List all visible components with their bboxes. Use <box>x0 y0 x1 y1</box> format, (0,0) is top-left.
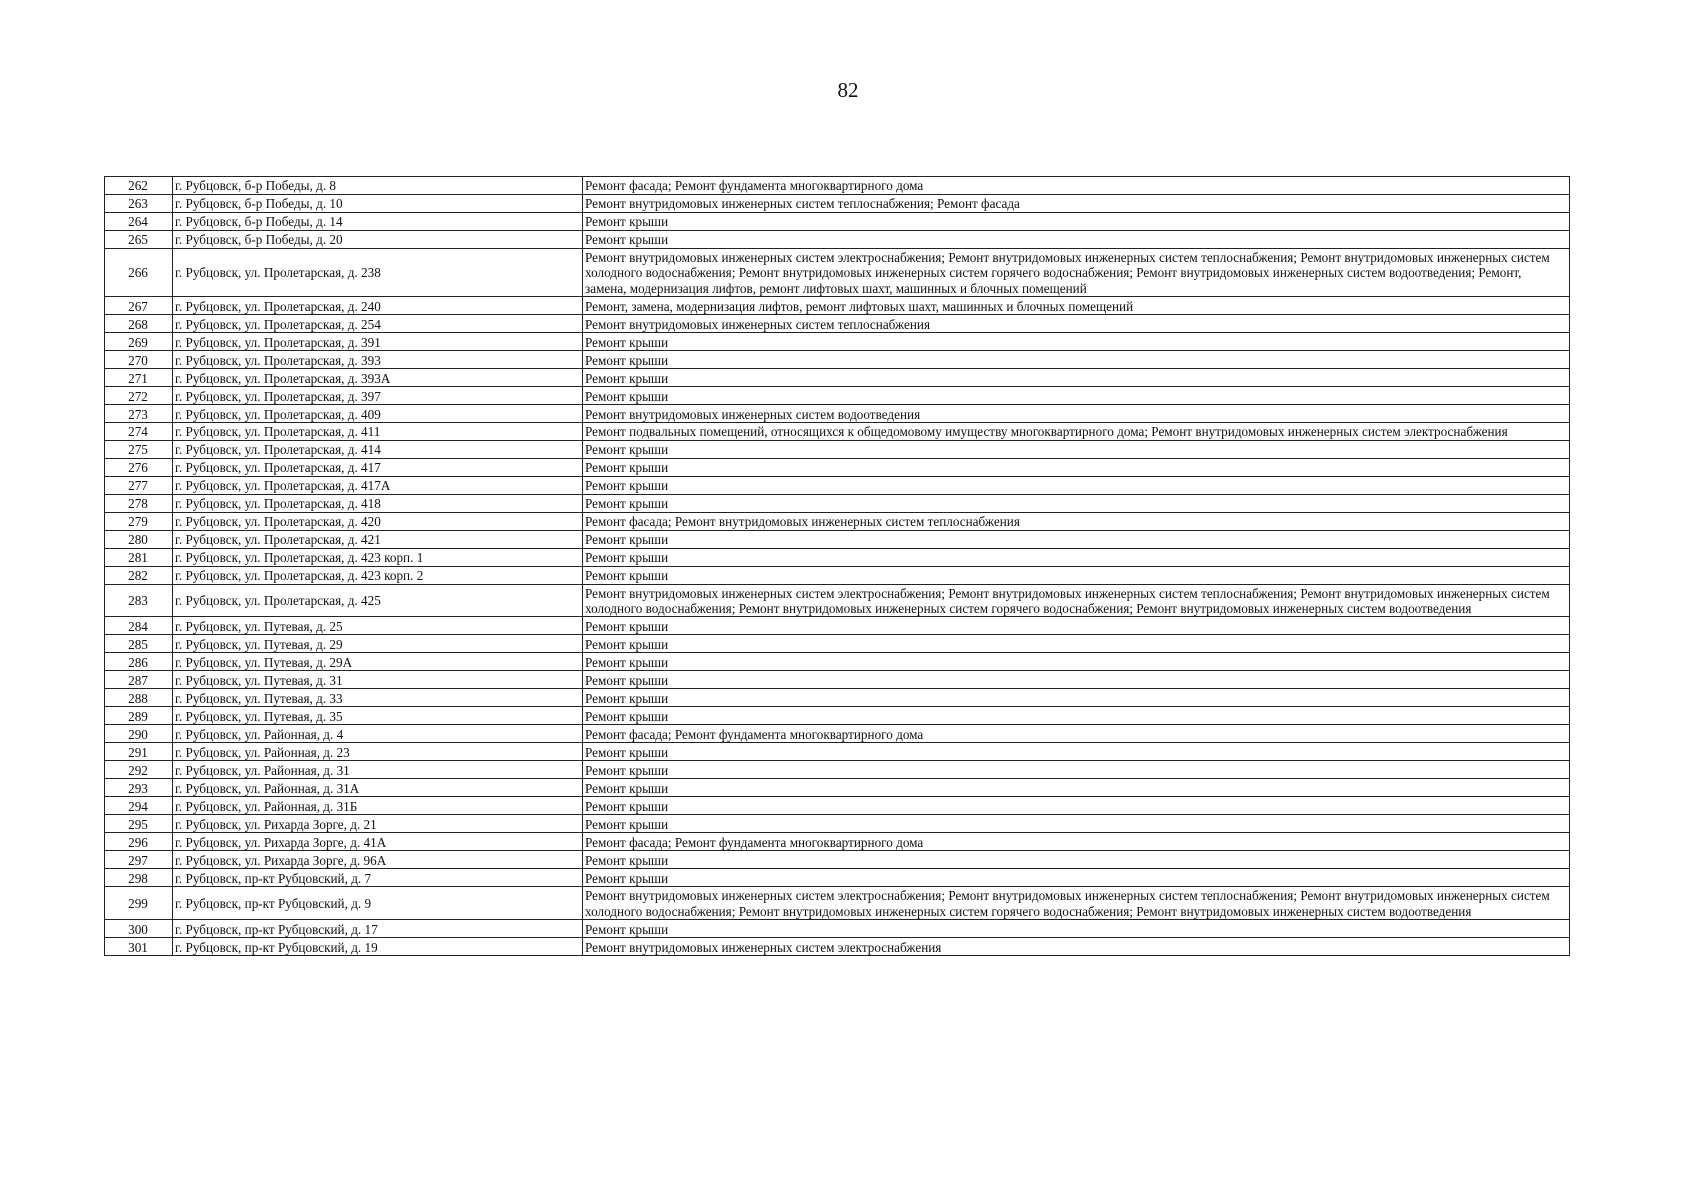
row-number-cell: 291 <box>105 743 173 761</box>
table-row <box>105 920 1570 938</box>
row-number-cell: 262 <box>105 177 173 195</box>
table-row <box>105 869 1570 887</box>
table-row <box>105 494 1570 512</box>
address-cell: г. Рубцовск, б-р Победы, д. 20 <box>173 231 583 249</box>
table-row <box>105 231 1570 249</box>
work-type-cell: Ремонт фасада; Ремонт внутридомовых инженерных систем теплоснабжения <box>583 512 1570 530</box>
work-type-cell: Ремонт внутридомовых инженерных систем водоотведения <box>583 405 1570 423</box>
work-type-cell: Ремонт крыши <box>583 797 1570 815</box>
registry-table <box>104 176 1570 956</box>
table-row <box>105 707 1570 725</box>
work-type-cell: Ремонт крыши <box>583 476 1570 494</box>
row-number-cell: 276 <box>105 458 173 476</box>
address-cell: г. Рубцовск, пр-кт Рубцовский, д. 9 <box>173 887 583 920</box>
work-type-cell: Ремонт крыши <box>583 743 1570 761</box>
address-cell: г. Рубцовск, ул. Путевая, д. 29А <box>173 653 583 671</box>
registry-table-body <box>105 177 1570 956</box>
address-cell: г. Рубцовск, ул. Районная, д. 4 <box>173 725 583 743</box>
table-row <box>105 249 1570 297</box>
address-cell: г. Рубцовск, ул. Путевая, д. 33 <box>173 689 583 707</box>
table-row <box>105 779 1570 797</box>
address-cell: г. Рубцовск, б-р Победы, д. 8 <box>173 177 583 195</box>
row-number-cell: 268 <box>105 315 173 333</box>
address-cell: г. Рубцовск, ул. Пролетарская, д. 423 корп. 2 <box>173 566 583 584</box>
work-type-cell: Ремонт крыши <box>583 689 1570 707</box>
address-cell: г. Рубцовск, ул. Пролетарская, д. 423 корп. 1 <box>173 548 583 566</box>
address-cell: г. Рубцовск, б-р Победы, д. 14 <box>173 213 583 231</box>
table-row <box>105 351 1570 369</box>
address-cell: г. Рубцовск, ул. Районная, д. 23 <box>173 743 583 761</box>
row-number-cell: 266 <box>105 249 173 297</box>
table-row <box>105 887 1570 920</box>
address-cell: г. Рубцовск, ул. Пролетарская, д. 425 <box>173 584 583 617</box>
row-number-cell: 301 <box>105 938 173 956</box>
work-type-cell: Ремонт крыши <box>583 779 1570 797</box>
work-type-cell: Ремонт фасада; Ремонт фундамента многоквартирного дома <box>583 833 1570 851</box>
row-number-cell: 296 <box>105 833 173 851</box>
work-type-cell: Ремонт крыши <box>583 869 1570 887</box>
table-row <box>105 566 1570 584</box>
row-number-cell: 271 <box>105 369 173 387</box>
work-type-cell: Ремонт крыши <box>583 458 1570 476</box>
row-number-cell: 275 <box>105 440 173 458</box>
address-cell: г. Рубцовск, ул. Пролетарская, д. 254 <box>173 315 583 333</box>
row-number-cell: 285 <box>105 635 173 653</box>
address-cell: г. Рубцовск, ул. Пролетарская, д. 420 <box>173 512 583 530</box>
row-number-cell: 263 <box>105 195 173 213</box>
row-number-cell: 277 <box>105 476 173 494</box>
table-row <box>105 548 1570 566</box>
row-number-cell: 298 <box>105 869 173 887</box>
address-cell: г. Рубцовск, пр-кт Рубцовский, д. 7 <box>173 869 583 887</box>
work-type-cell: Ремонт крыши <box>583 387 1570 405</box>
address-cell: г. Рубцовск, ул. Путевая, д. 31 <box>173 671 583 689</box>
work-type-cell: Ремонт крыши <box>583 333 1570 351</box>
work-type-cell: Ремонт крыши <box>583 707 1570 725</box>
address-cell: г. Рубцовск, ул. Пролетарская, д. 240 <box>173 297 583 315</box>
work-type-cell: Ремонт крыши <box>583 351 1570 369</box>
address-cell: г. Рубцовск, ул. Путевая, д. 29 <box>173 635 583 653</box>
row-number-cell: 289 <box>105 707 173 725</box>
row-number-cell: 290 <box>105 725 173 743</box>
row-number-cell: 295 <box>105 815 173 833</box>
row-number-cell: 280 <box>105 530 173 548</box>
work-type-cell: Ремонт крыши <box>583 635 1570 653</box>
row-number-cell: 293 <box>105 779 173 797</box>
work-type-cell: Ремонт крыши <box>583 617 1570 635</box>
table-row <box>105 423 1570 440</box>
address-cell: г. Рубцовск, ул. Рихарда Зорге, д. 41А <box>173 833 583 851</box>
table-row <box>105 458 1570 476</box>
table-row <box>105 440 1570 458</box>
table-row <box>105 333 1570 351</box>
work-type-cell: Ремонт крыши <box>583 213 1570 231</box>
work-type-cell: Ремонт крыши <box>583 815 1570 833</box>
table-row <box>105 833 1570 851</box>
row-number-cell: 269 <box>105 333 173 351</box>
row-number-cell: 294 <box>105 797 173 815</box>
row-number-cell: 267 <box>105 297 173 315</box>
address-cell: г. Рубцовск, ул. Пролетарская, д. 411 <box>173 423 583 440</box>
row-number-cell: 270 <box>105 351 173 369</box>
row-number-cell: 282 <box>105 566 173 584</box>
work-type-cell: Ремонт крыши <box>583 851 1570 869</box>
table-row <box>105 297 1570 315</box>
work-type-cell: Ремонт внутридомовых инженерных систем электроснабжения; Ремонт внутридомовых инженерных систем теплоснабжения; Ремонт внутридомовых инженерных систем холодного водоснабжения; Ремонт внутридомовых инженерных систем горячего водоснабжения; Ремонт внутридомовых инженерных систем водоотведения <box>583 584 1570 617</box>
work-type-cell: Ремонт крыши <box>583 920 1570 938</box>
address-cell: г. Рубцовск, ул. Пролетарская, д. 393 <box>173 351 583 369</box>
table-row <box>105 530 1570 548</box>
work-type-cell: Ремонт крыши <box>583 671 1570 689</box>
row-number-cell: 264 <box>105 213 173 231</box>
address-cell: г. Рубцовск, пр-кт Рубцовский, д. 17 <box>173 920 583 938</box>
table-row <box>105 851 1570 869</box>
table-row <box>105 797 1570 815</box>
table-row <box>105 512 1570 530</box>
work-type-cell: Ремонт фасада; Ремонт фундамента многоквартирного дома <box>583 177 1570 195</box>
work-type-cell: Ремонт крыши <box>583 231 1570 249</box>
address-cell: г. Рубцовск, ул. Рихарда Зорге, д. 96А <box>173 851 583 869</box>
row-number-cell: 265 <box>105 231 173 249</box>
row-number-cell: 292 <box>105 761 173 779</box>
table-row <box>105 761 1570 779</box>
address-cell: г. Рубцовск, ул. Пролетарская, д. 393А <box>173 369 583 387</box>
row-number-cell: 278 <box>105 494 173 512</box>
table-row <box>105 689 1570 707</box>
table-row <box>105 653 1570 671</box>
row-number-cell: 283 <box>105 584 173 617</box>
row-number-cell: 286 <box>105 653 173 671</box>
row-number-cell: 272 <box>105 387 173 405</box>
table-row <box>105 815 1570 833</box>
table-row <box>105 671 1570 689</box>
table-row <box>105 177 1570 195</box>
table-row <box>105 476 1570 494</box>
table-row <box>105 584 1570 617</box>
address-cell: г. Рубцовск, ул. Пролетарская, д. 414 <box>173 440 583 458</box>
address-cell: г. Рубцовск, пр-кт Рубцовский, д. 19 <box>173 938 583 956</box>
row-number-cell: 288 <box>105 689 173 707</box>
address-cell: г. Рубцовск, ул. Пролетарская, д. 418 <box>173 494 583 512</box>
row-number-cell: 287 <box>105 671 173 689</box>
work-type-cell: Ремонт крыши <box>583 440 1570 458</box>
work-type-cell: Ремонт фасада; Ремонт фундамента многоквартирного дома <box>583 725 1570 743</box>
address-cell: г. Рубцовск, ул. Районная, д. 31А <box>173 779 583 797</box>
table-row <box>105 369 1570 387</box>
work-type-cell: Ремонт внутридомовых инженерных систем теплоснабжения <box>583 315 1570 333</box>
work-type-cell: Ремонт крыши <box>583 530 1570 548</box>
work-type-cell: Ремонт внутридомовых инженерных систем теплоснабжения; Ремонт фасада <box>583 195 1570 213</box>
table-row <box>105 743 1570 761</box>
address-cell: г. Рубцовск, ул. Путевая, д. 35 <box>173 707 583 725</box>
table-row <box>105 405 1570 423</box>
address-cell: г. Рубцовск, ул. Районная, д. 31 <box>173 761 583 779</box>
table-row <box>105 725 1570 743</box>
work-type-cell: Ремонт внутридомовых инженерных систем электроснабжения <box>583 938 1570 956</box>
work-type-cell: Ремонт подвальных помещений, относящихся к общедомовому имуществу многоквартирного дома; Ремонт внутридомовых инженерных систем электроснабжения <box>583 423 1570 440</box>
work-type-cell: Ремонт крыши <box>583 548 1570 566</box>
work-type-cell: Ремонт крыши <box>583 653 1570 671</box>
work-type-cell: Ремонт крыши <box>583 369 1570 387</box>
work-type-cell: Ремонт крыши <box>583 761 1570 779</box>
table-row <box>105 213 1570 231</box>
table-row <box>105 315 1570 333</box>
work-type-cell: Ремонт внутридомовых инженерных систем электроснабжения; Ремонт внутридомовых инженерных систем теплоснабжения; Ремонт внутридомовых инженерных систем холодного водоснабжения; Ремонт внутридомовых инженерных систем горячего водоснабжения; Ремонт внутридомовых инженерных систем водоотведения; Ремонт, замена, модернизация лифтов, ремонт лифтовых шахт, машинных и блочных помещений <box>583 249 1570 297</box>
work-type-cell: Ремонт крыши <box>583 494 1570 512</box>
table-row <box>105 635 1570 653</box>
row-number-cell: 297 <box>105 851 173 869</box>
row-number-cell: 274 <box>105 423 173 440</box>
table-row <box>105 387 1570 405</box>
address-cell: г. Рубцовск, ул. Пролетарская, д. 417А <box>173 476 583 494</box>
table-row <box>105 195 1570 213</box>
table-row <box>105 617 1570 635</box>
address-cell: г. Рубцовск, ул. Пролетарская, д. 391 <box>173 333 583 351</box>
row-number-cell: 300 <box>105 920 173 938</box>
address-cell: г. Рубцовск, ул. Пролетарская, д. 409 <box>173 405 583 423</box>
address-cell: г. Рубцовск, ул. Районная, д. 31Б <box>173 797 583 815</box>
address-cell: г. Рубцовск, б-р Победы, д. 10 <box>173 195 583 213</box>
row-number-cell: 273 <box>105 405 173 423</box>
address-cell: г. Рубцовск, ул. Путевая, д. 25 <box>173 617 583 635</box>
row-number-cell: 284 <box>105 617 173 635</box>
row-number-cell: 299 <box>105 887 173 920</box>
work-type-cell: Ремонт внутридомовых инженерных систем электроснабжения; Ремонт внутридомовых инженерных систем теплоснабжения; Ремонт внутридомовых инженерных систем холодного водоснабжения; Ремонт внутридомовых инженерных систем горячего водоснабжения; Ремонт внутридомовых инженерных систем водоотведения <box>583 887 1570 920</box>
address-cell: г. Рубцовск, ул. Пролетарская, д. 421 <box>173 530 583 548</box>
address-cell: г. Рубцовск, ул. Пролетарская, д. 417 <box>173 458 583 476</box>
row-number-cell: 279 <box>105 512 173 530</box>
address-cell: г. Рубцовск, ул. Пролетарская, д. 238 <box>173 249 583 297</box>
work-type-cell: Ремонт, замена, модернизация лифтов, ремонт лифтовых шахт, машинных и блочных помещений <box>583 297 1570 315</box>
address-cell: г. Рубцовск, ул. Рихарда Зорге, д. 21 <box>173 815 583 833</box>
work-type-cell: Ремонт крыши <box>583 566 1570 584</box>
row-number-cell: 281 <box>105 548 173 566</box>
table-row <box>105 938 1570 956</box>
page-number: 82 <box>837 78 859 102</box>
address-cell: г. Рубцовск, ул. Пролетарская, д. 397 <box>173 387 583 405</box>
